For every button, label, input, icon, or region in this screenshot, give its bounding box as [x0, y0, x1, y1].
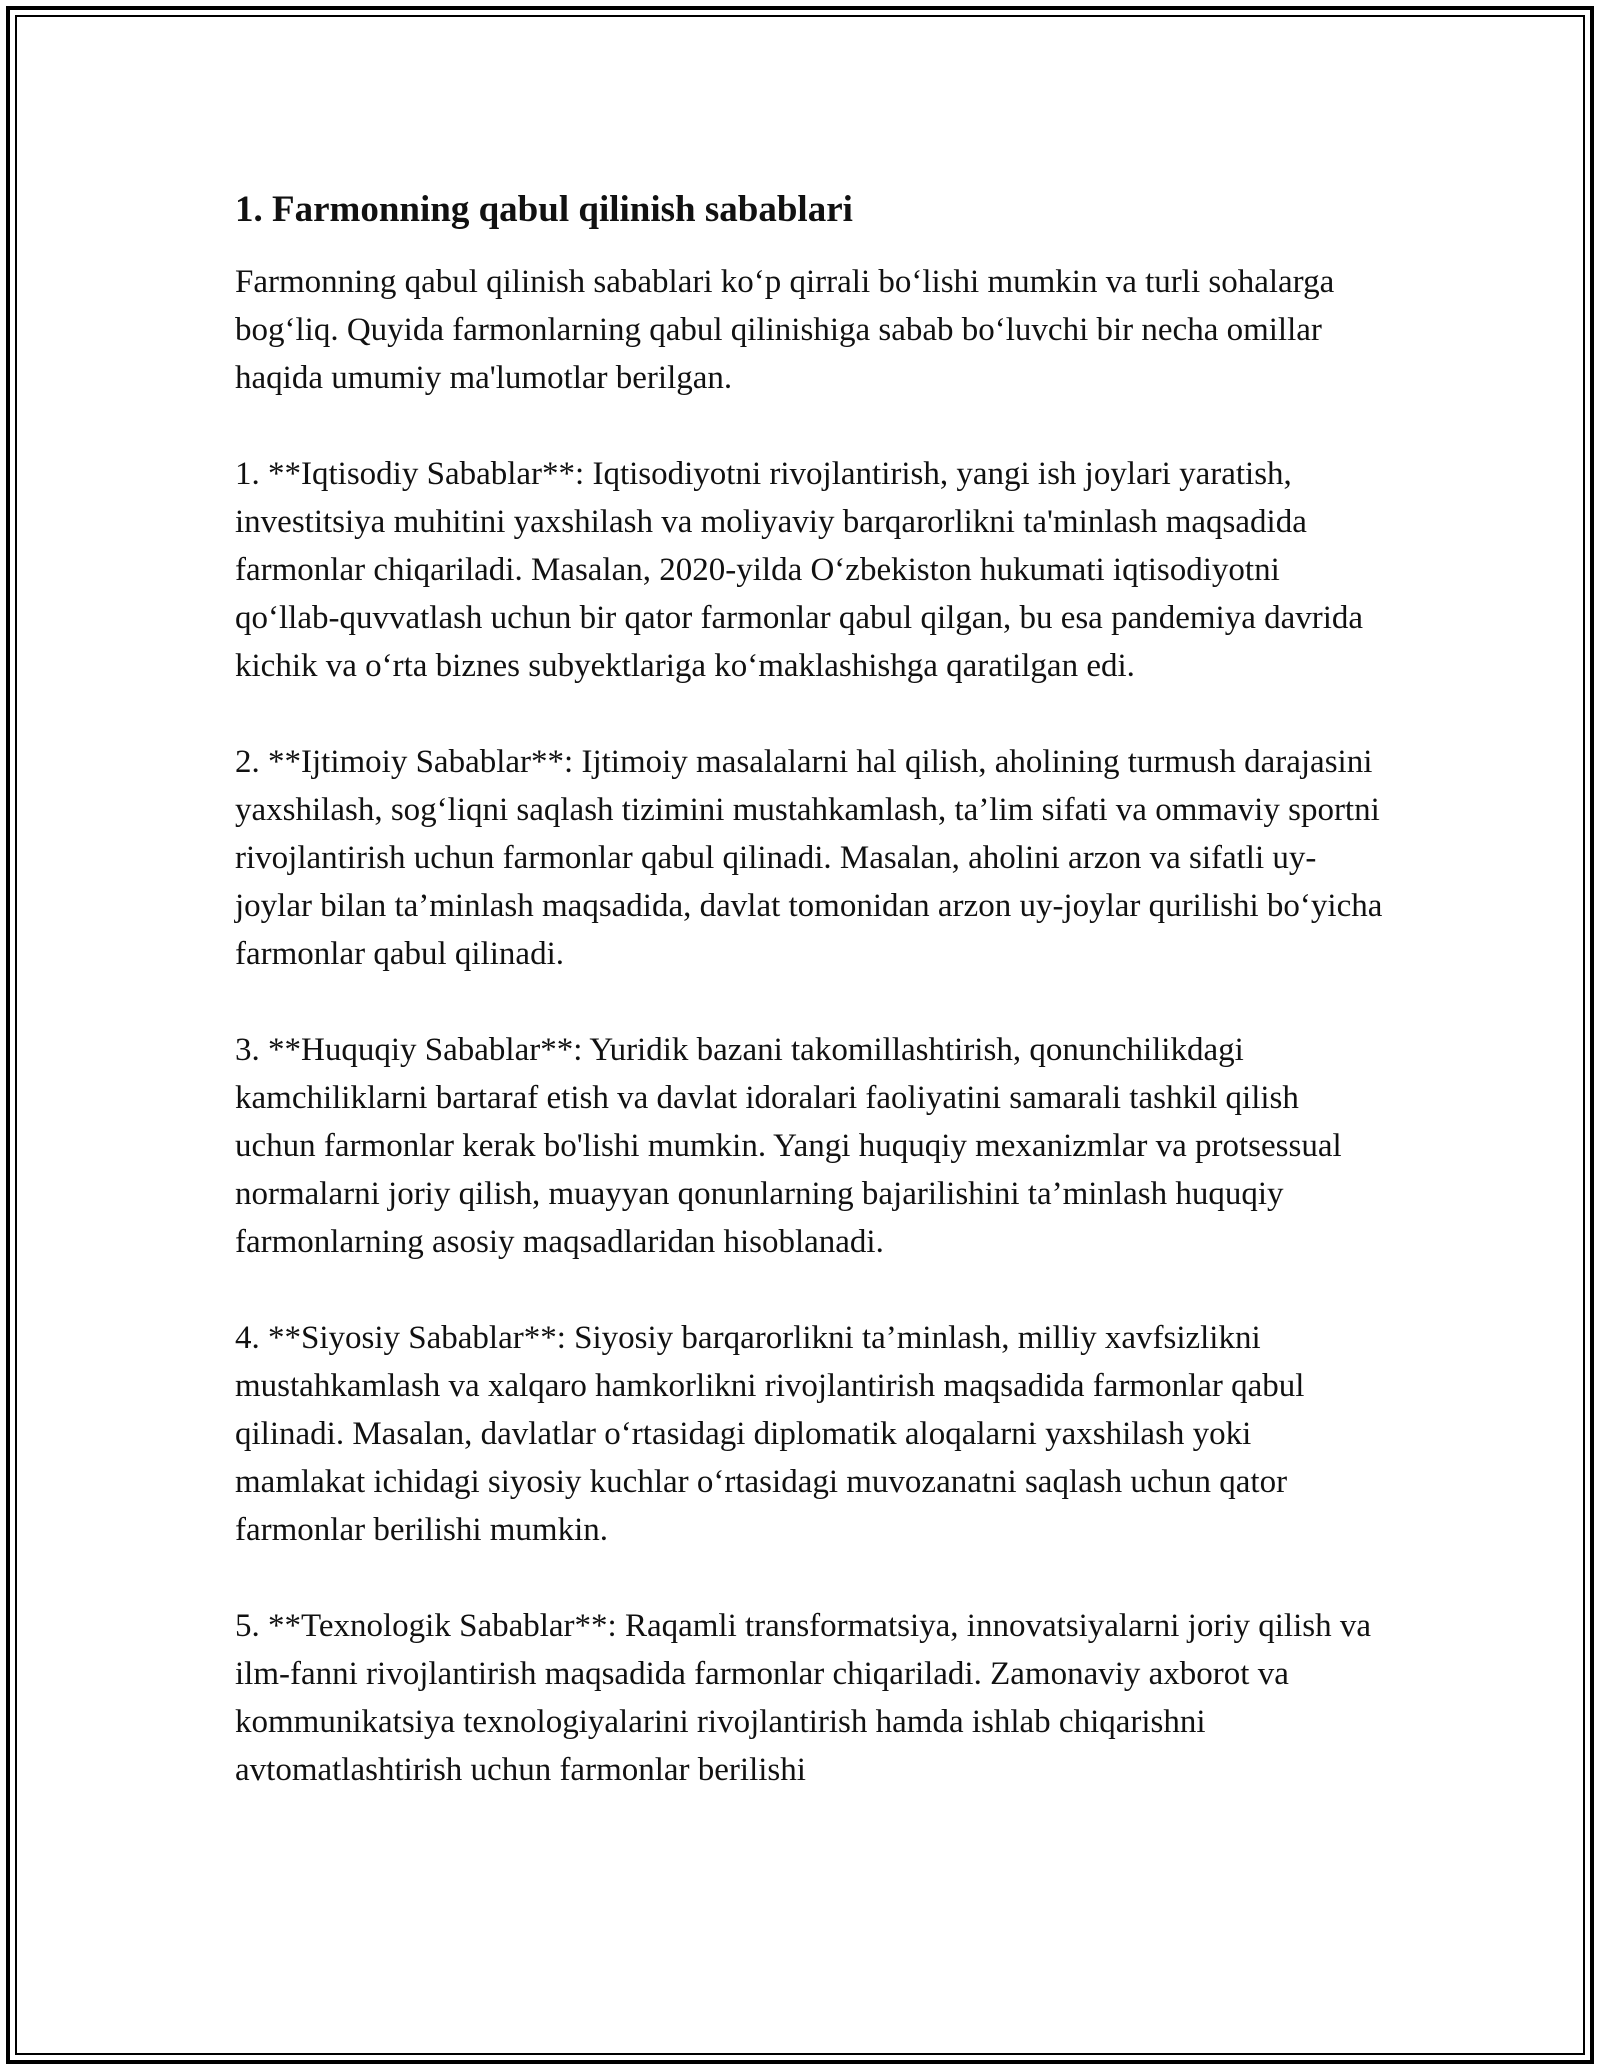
- page-content: [235, 180, 1385, 1794]
- technological-reasons-paragraph: 5. **Texnologik Sabablar**: Raqamli transformatsiya, innovatsiyalarni joriy qilish va ilm-fanni rivojlantirish maqsadida farmonlar chiqariladi. Zamonaviy axborot va kommunikatsiya texnologiyalarini rivojlantirish hamda ishlab chiqarishni avtomatlashtirish uchun farmonlar berilishi: [235, 1608, 1371, 1788]
- intro-paragraph: Farmonning qabul qilinish sabablari ko‘p qirrali bo‘lishi mumkin va turli sohalarga bog‘liq. Quyida farmonlarning qabul qilinishiga sabab bo‘luvchi bir necha omillar haqida umumiy ma'lumotlar berilgan.: [235, 264, 1335, 396]
- legal-reasons-paragraph: 3. **Huquqiy Sabablar**: Yuridik bazani takomillashtirish, qonunchilikdagi kamchiliklarni bartaraf etish va davlat idoralari faoliyatini samarali tashkil qilish uchun farmonlar kerak bo'lishi mumkin. Yangi huquqiy mexanizmlar va protsessual normalarni joriy qilish, muayyan qonunlarning bajarilishini ta’minlash huquqiy farmonlarning asosiy maqsadlaridan hisoblanadi.: [235, 1032, 1342, 1260]
- political-reasons-paragraph: 4. **Siyosiy Sabablar**: Siyosiy barqarorlikni ta’minlash, milliy xavfsizlikni mustahkamlash va xalqaro hamkorlikni rivojlantirish maqsadida farmonlar qabul qilinadi. Masalan, davlatlar o‘rtasidagi diplomatik aloqalarni yaxshilash yoki mamlakat ichidagi siyosiy kuchlar o‘rtasidagi muvozanatni saqlash uchun qator farmonlar berilishi mumkin.: [235, 1320, 1305, 1548]
- economic-reasons-paragraph: 1. **Iqtisodiy Sabablar**: Iqtisodiyotni rivojlantirish, yangi ish joylari yaratish, investitsiya muhitini yaxshilash va moliyaviy barqarorlikni ta'minlash maqsadida farmonlar chiqariladi. Masalan, 2020-yilda O‘zbekiston hukumati iqtisodiyotni qo‘llab-quvvatlash uchun bir qator farmonlar qabul qilgan, bu esa pandemiya davrida kichik va o‘rta biznes subyektlariga ko‘maklashishga qaratilgan edi.: [235, 456, 1364, 684]
- social-reasons-paragraph: 2. **Ijtimoiy Sabablar**: Ijtimoiy masalalarni hal qilish, aholining turmush darajasini yaxshilash, sog‘liqni saqlash tizimini mustahkamlash, ta’lim sifati va ommaviy sportni rivojlantirish uchun farmonlar qabul qilinadi. Masalan, aholini arzon va sifatli uy-joylar bilan ta’minlash maqsadida, davlat tomonidan arzon uy-joylar qurilishi bo‘yicha farmonlar qabul qilinadi.: [235, 744, 1383, 972]
- section-heading: 1. Farmonning qabul qilinish sabablari: [235, 189, 853, 230]
